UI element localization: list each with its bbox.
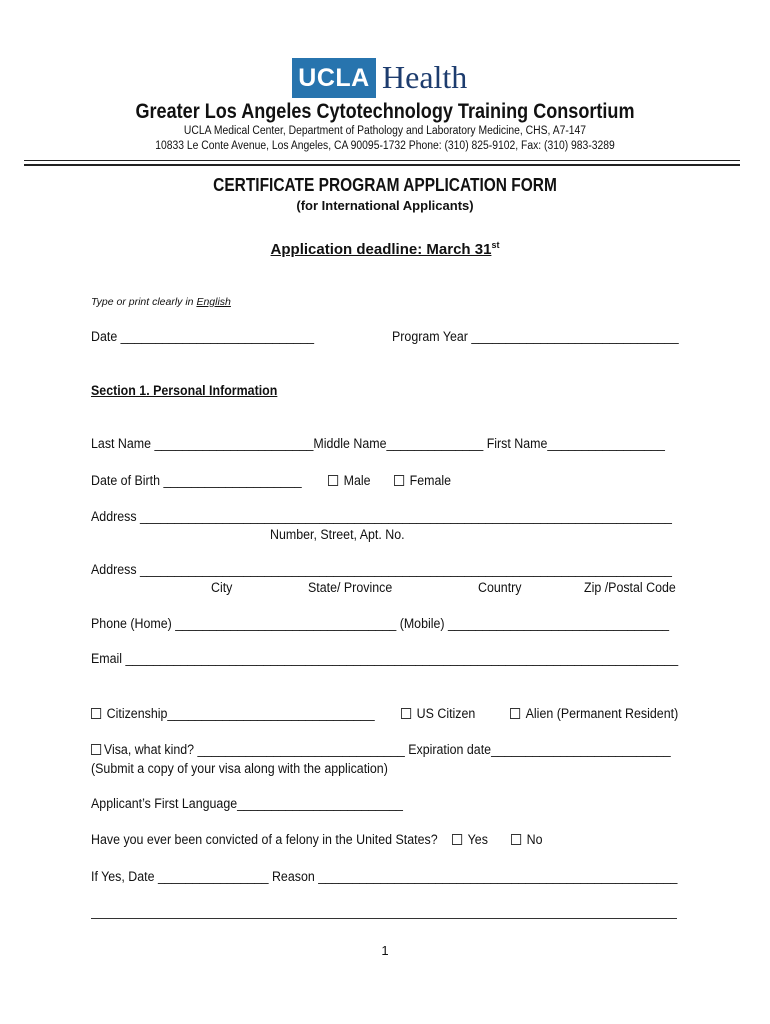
header-divider-thin: [24, 160, 740, 161]
date-of-birth-field[interactable]: Date of Birth ____________________: [91, 473, 302, 488]
first-language-field[interactable]: Applicant’s First Language________________________: [91, 796, 403, 811]
female-label: Female: [409, 473, 452, 488]
header-divider-thick: [24, 164, 740, 166]
us-citizen-checkbox[interactable]: [401, 706, 475, 721]
additional-line[interactable]: [91, 918, 677, 919]
street-address-field[interactable]: Address _____________________________________________________________________________: [91, 509, 672, 524]
state-caption: State/ Province: [308, 580, 393, 595]
no-label: No: [526, 832, 543, 847]
address-line-1: UCLA Medical Center, Department of Pathology and Laboratory Medicine, CHS, A7-147: [183, 125, 587, 137]
address-line-2: 10833 Le Conte Avenue, Los Angeles, CA 90095-1732 Phone: (310) 825-9102, Fax: (310) 983-3289: [155, 140, 615, 152]
email-field[interactable]: Email ________________________________________________________________________________: [91, 651, 679, 666]
visa-note: (Submit a copy of your visa along with the application): [91, 761, 388, 776]
checkbox-icon: [511, 834, 521, 845]
consortium-title: Greater Los Angeles Cytotechnology Training Consortium: [135, 100, 635, 123]
city-address-field[interactable]: Address _____________________________________________________________________________: [91, 562, 672, 577]
name-fields[interactable]: Last Name _______________________Middle Name______________ First Name_________________: [91, 436, 665, 451]
checkbox-icon: [91, 744, 101, 755]
visa-field[interactable]: [91, 742, 671, 757]
page-number: 1: [381, 943, 389, 958]
instruction-language: English: [196, 296, 231, 308]
zip-caption: Zip /Postal Code: [584, 580, 676, 595]
felony-question: Have you ever been convicted of a felony in the United States?: [91, 832, 438, 847]
us-citizen-label: US Citizen: [416, 706, 476, 721]
alien-checkbox[interactable]: [510, 706, 678, 721]
form-title: CERTIFICATE PROGRAM APPLICATION FORM: [213, 175, 557, 195]
felony-no-checkbox[interactable]: [511, 832, 543, 847]
citizenship-label: Citizenship______________________________: [106, 706, 375, 721]
checkbox-icon: [328, 475, 338, 486]
checkbox-icon: [510, 708, 520, 719]
phone-fields[interactable]: Phone (Home) ________________________________ (Mobile) ________________________________: [91, 616, 670, 631]
felony-details-field[interactable]: If Yes, Date ________________ Reason ____________________________________________________: [91, 869, 678, 884]
yes-label: Yes: [467, 832, 488, 847]
application-deadline: [0, 240, 770, 258]
program-year-field[interactable]: Program Year ______________________________: [392, 329, 679, 344]
checkbox-icon: [452, 834, 462, 845]
instruction-text: Type or print clearly in: [91, 296, 197, 308]
street-address-caption: Number, Street, Apt. No.: [270, 527, 405, 542]
ucla-logo-box: UCLA: [292, 58, 376, 98]
city-caption: City: [211, 580, 233, 595]
deadline-label: Application deadline: March 31: [270, 241, 492, 258]
section-1-heading: Section 1. Personal Information: [91, 383, 278, 398]
male-label: Male: [343, 473, 371, 488]
male-checkbox[interactable]: [328, 473, 371, 488]
form-subtitle: (for International Applicants): [296, 198, 474, 213]
visa-label: Visa, what kind? ______________________________ Expiration date__________________________: [103, 742, 671, 757]
instructions: [91, 296, 231, 308]
checkbox-icon: [394, 475, 404, 486]
female-checkbox[interactable]: [394, 473, 451, 488]
felony-yes-checkbox[interactable]: [452, 832, 488, 847]
country-caption: Country: [478, 580, 522, 595]
alien-label: Alien (Permanent Resident): [525, 706, 679, 721]
checkbox-icon: [401, 708, 411, 719]
checkbox-icon: [91, 708, 101, 719]
deadline-superscript: st: [491, 240, 500, 250]
citizenship-field[interactable]: [91, 706, 375, 721]
health-logo-word: Health: [382, 59, 468, 95]
date-field[interactable]: Date ____________________________: [91, 329, 315, 344]
